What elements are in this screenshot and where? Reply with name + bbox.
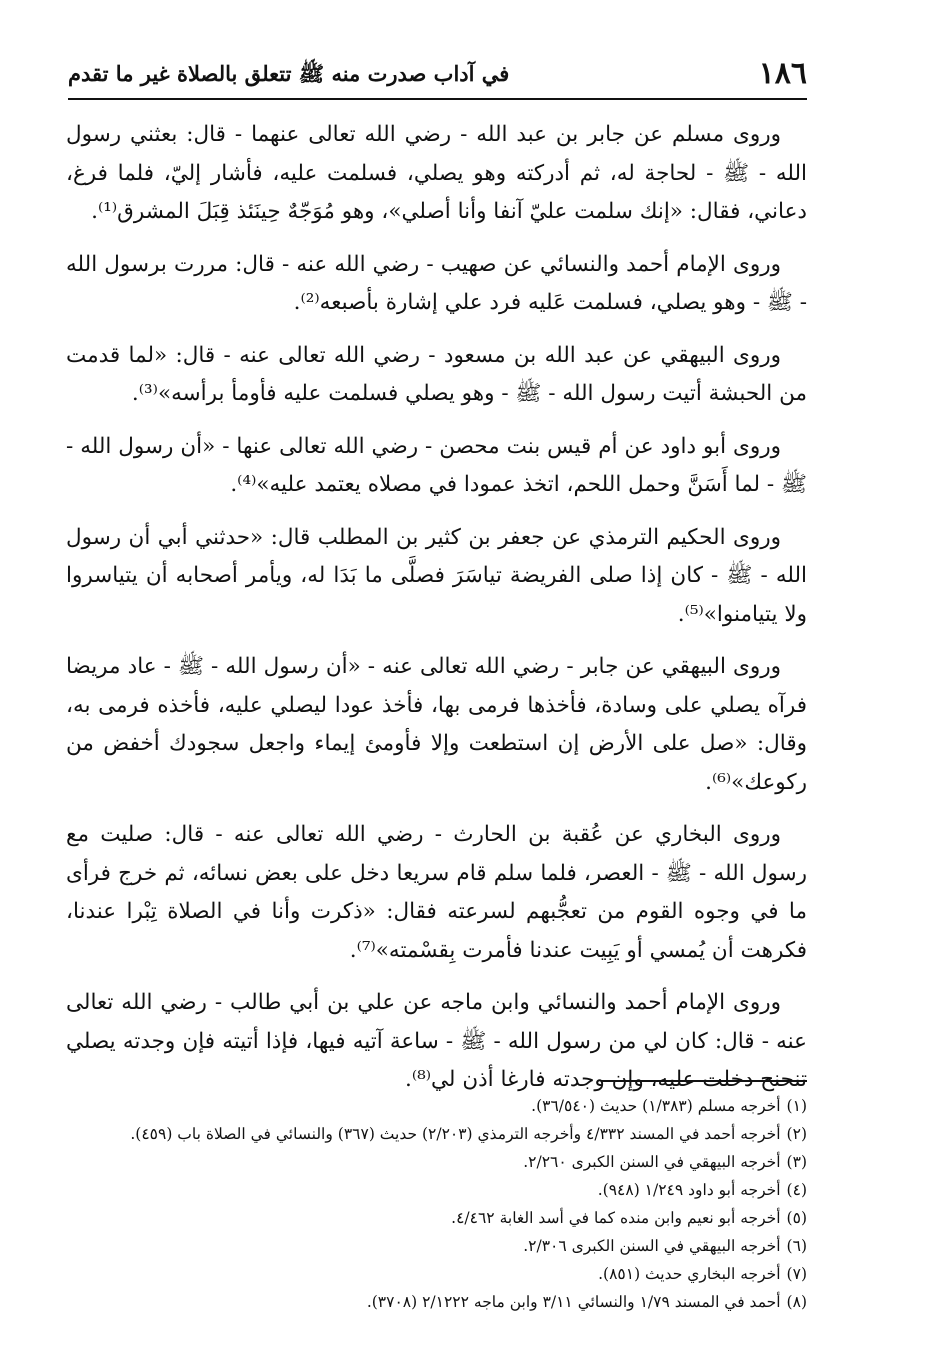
footnote-number: (١): [786, 1097, 807, 1115]
footnote-number: (٨): [786, 1293, 807, 1311]
footnote-text: أخرجه البخاري حديث (٨٥١).: [598, 1265, 781, 1283]
page-number: ١٨٦: [758, 56, 807, 91]
footnote-text: أخرجه أبو نعيم وابن منده كما في أسد الغابة ٤/٤٦٢.: [451, 1209, 781, 1227]
paragraph: وروى مسلم عن جابر بن عبد الله - رضي الله تعالى عنهما - قال: بعثني رسول الله - ﷺ - لحاجة له، ثم أدركته وهو يصلي، فسلمت عليه، فأشار إليّ، فلما فرغ، دعاني، فقال: «إنك سلمت عليّ آنفا وأنا أصلي»، وهو مُوَجّهٌ حِينَئذ قِبَلَ المشرق⁽¹⁾.: [66, 122, 807, 224]
paragraph: وروى الحكيم الترمذي عن جعفر بن كثير بن المطلب قال: «حدثني أبي أن رسول الله - ﷺ - كان إذا صلى الفريضة تياسَرَ فصلَّى ما بَدَا له، ويأمر أصحابه أن يتياسروا ولا يتيامنوا»⁽⁵⁾.: [66, 524, 807, 627]
footnote-text: أخرجه أبو داود ١/٢٤٩ (٩٤٨).: [597, 1181, 781, 1199]
footnote-number: (٥): [786, 1209, 807, 1227]
running-title: في آداب صدرت منه ﷺ تتعلق بالصلاة غير ما تقدم: [68, 61, 510, 86]
footnote-text: أخرجه مسلم (١/٣٨٣) حديث (٣٦/٥٤٠).: [531, 1097, 781, 1115]
paragraph: وروى الإمام أحمد والنسائي وابن ماجه عن علي بن أبي طالب - رضي الله تعالى عنه - قال: كان لي من رسول الله - ﷺ - ساعة آتيه فيها، فإذا أتيته فإن وجدته يصلي تنحنح دخلت عليه، وإن وجدته فارغا أذن لي⁽⁸⁾.: [66, 990, 807, 1092]
footnote: [66, 1148, 807, 1176]
footnote-number: (٧): [786, 1265, 807, 1283]
footnote: [66, 1260, 807, 1288]
footnote-number: (٦): [786, 1237, 807, 1255]
footnote-number: (٢): [786, 1125, 807, 1143]
footnote: [66, 1120, 807, 1148]
footnote: [66, 1204, 807, 1232]
footnote-text: أخرجه البيهقي في السنن الكبرى ٢/٢٦٠.: [523, 1153, 781, 1171]
footnote-number: (٣): [786, 1153, 807, 1171]
footnote-text: أخرجه أحمد في المسند ٤/٣٣٢ وأخرجه الترمذي (٢/٢٠٣) حديث (٣٦٧) والنسائي في الصلاة باب (٤٥٩).: [130, 1125, 781, 1143]
footnote-text: أخرجه البيهقي في السنن الكبرى ٢/٣٠٦.: [523, 1237, 781, 1255]
main-text: [66, 116, 807, 1114]
paragraph: وروى البيهقي عن جابر - رضي الله تعالى عنه - «أن رسول الله - ﷺ - عاد مريضا فرآه يصلي على وسادة، فأخذها فرمى بها، فأخذ عودا ليصلي عليه، فأخذه فرمى به، وقال: «صل على الأرض إن استطعت وإلا فأومئ إيماء واجعل سجودك أخفض من ركوعك»⁽⁶⁾.: [66, 654, 807, 795]
footnote-divider: [601, 1080, 807, 1082]
footnote: [66, 1288, 807, 1316]
paragraph: وروى أبو داود عن أم قيس بنت محصن - رضي الله تعالى عنها - «أن رسول الله - ﷺ - لما أَسَنَّ وحمل اللحم، اتخذ عمودا في مصلاه يعتمد عليه»⁽⁴⁾.: [66, 433, 807, 497]
footnote-number: (٤): [786, 1181, 807, 1199]
footnote-text: أحمد في المسند ١/٧٩ والنسائي ٣/١١ وابن ماجه ٢/١٢٢٢ (٣٧٠٨).: [366, 1293, 781, 1311]
paragraph: وروى الإمام أحمد والنسائي عن صهيب - رضي الله عنه - قال: مررت برسول الله - ﷺ - وهو يصلي، فسلمت عَليه فرد علي إشارة بأصبعه⁽²⁾.: [66, 251, 807, 315]
footnote: [66, 1232, 807, 1260]
footnote: [66, 1176, 807, 1204]
footnotes: [66, 1092, 807, 1316]
paragraph: وروى البخاري عن عُقبة بن الحارث - رضي الله تعالى عنه - قال: صليت مع رسول الله - ﷺ - العصر، فلما سلم قام سريعا دخل على بعض نسائه، ثم خرج فرأى ما في وجوه القوم من تعجُّبهم لسرعته فقال: «ذكرت وأنا في الصلاة تِبْرا عندنا، فكرهت أن يُمسي أو يَبِيت عندنا فأمرت بِقسْمته»⁽⁷⁾.: [66, 822, 807, 963]
paragraph: وروى البيهقي عن عبد الله بن مسعود - رضي الله تعالى عنه - قال: «لما قدمت من الحبشة أتيت رسول الله - ﷺ - وهو يصلي فسلمت عليه فأومأ برأسه»⁽³⁾.: [66, 342, 807, 406]
footnote: [66, 1092, 807, 1120]
page-header: [68, 52, 807, 100]
